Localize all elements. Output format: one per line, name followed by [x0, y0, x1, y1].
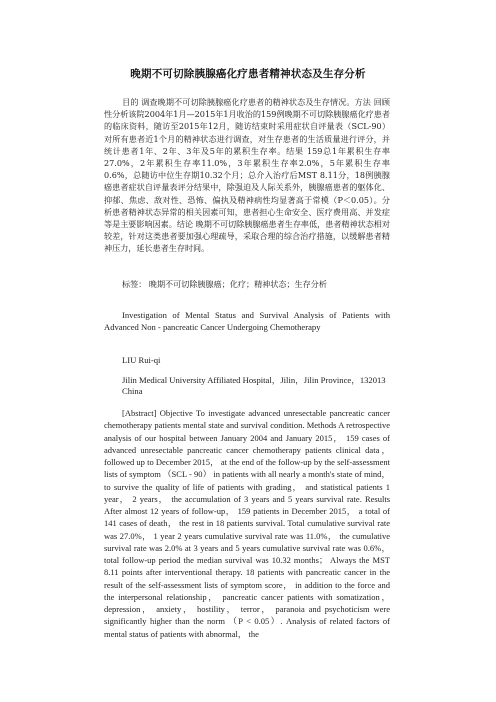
english-abstract-text: [Abstract] Objective To investigate advanced unresectable pancreatic cancer chemotherapy patients mental state and survival condition. Methods A retrospective analysis of our hospital between January 2004 and January 2015， 159 cases of advanced unresectable pancreatic cancer chemotherapy patients clinical data， followed up to December 2015， at the end of the follow-up by the self-assessment lists of symptom （SCL - 90） in patients with all nearly a month's state of mind， to survive the quality of life of patients with grading， and statistical patients 1 year， 2 years， the accumulation of 3 years and 5 years survival rate. Results After almost 12 years of follow-up， 159 patients in December 2015， a total of 141 cases of death， the rest in 18 patients survival. Total cumulative survival rate was 27.0%， 1 year 2 years cumulative survival rate was 11.0%， the cumulative survival rate was 2.0% at 3 years and 5 years cumulative survival rate was 0.6%， total follow-up period the median survival was 10.32 months； Always the MST 8.11 points after interventional therapy. 18 patients with pancreatic cancer in the result of the self-assessment lists of symptom score， in addition to the force and the interpersonal relationship， pancreatic cancer patients with somatization， depression， anxiety， hostility， terror， paranoia and psychoticism were significantly higher than the norm （P < 0.05）. Analysis of related factors of mental status of patients with abnormal， the	[104, 408, 390, 639]
author-affiliation: Jilin Medical University Affiliated Hospital，Jilin，Jilin Province，132013 China	[122, 375, 386, 396]
author-name: LIU Rui-qi	[122, 355, 161, 365]
english-title-text: Investigation of Mental Status and Survival Analysis of Patients with Advanced Non - pancreatic Cancer Undergoing Chemotherapy	[104, 310, 390, 333]
chinese-keywords: 标签： 晚期不可切除胰腺癌；化疗；精神状态；生存分析	[122, 279, 327, 289]
english-title	[104, 309, 390, 333]
english-abstract	[104, 407, 390, 640]
chinese-abstract	[104, 96, 390, 255]
paper-title: 晚期不可切除胰腺癌化疗患者精神状态及生存分析	[130, 68, 366, 80]
chinese-abstract-text: 目的 调查晚期不可切除胰腺癌化疗患者的精神状态及生存情况。方法 回顾性分析该院2004年1月—2015年1月收治的159例晚期不可切除胰腺癌化疗患者的临床资料，随访至2015年12月，随访结束时采用症状自评量表（SCL-90）对所有患者近1个月的精神状态进行调查，对生存患者的生活质量进行评分，并统计患者1年、2年、3年及5年的累积生存率。结果 159总1年累积生存率27.0%，2年累积生存率11.0%，3年累积生存率2.0%，5年累积生存率0.6%，总随访中位生存期10.32个月；总介入治疗后MST 8.11分，18例胰腺癌患者症状自评量表评分结果中，除强迫及人际关系外，胰腺癌患者的躯体化、抑郁、焦虑、敌对性、恐怖、偏执及精神病性均显著高于常模（P＜0.05）。分析患者精神状态异常的相关因素可知，患者担心生命安全、医疗费用高、并发症等是主要影响因素。结论 晚期不可切除胰腺癌患者生存率低，患者精神状态相对较差，针对这类患者要加强心理疏导，采取合理的综合治疗措施，以缓解患者精神压力，延长患者生存时间。	[104, 97, 390, 254]
